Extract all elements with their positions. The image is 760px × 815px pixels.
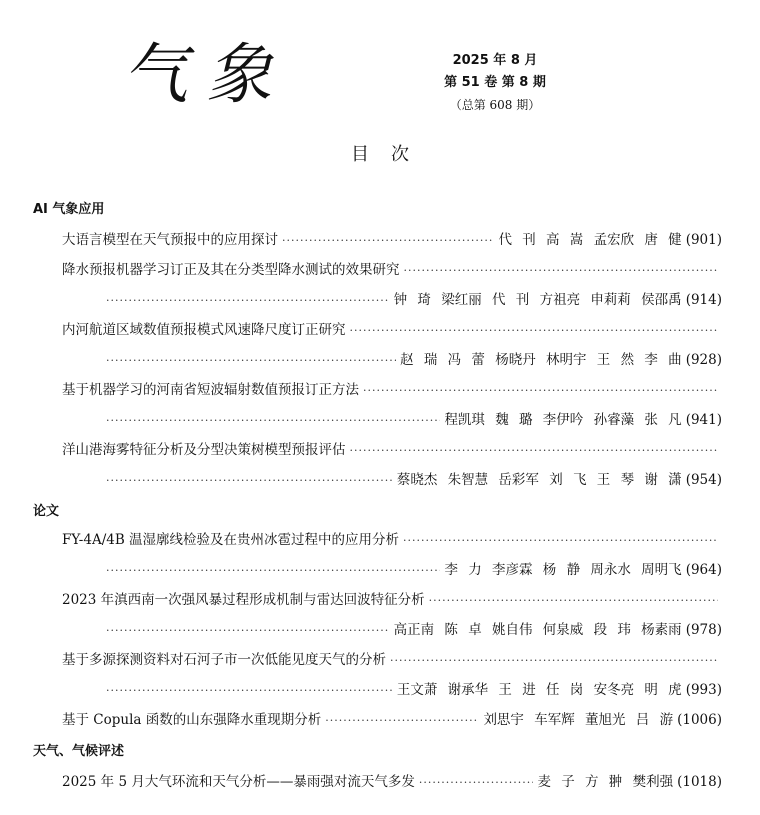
article-page: (928) xyxy=(685,352,722,368)
article-title[interactable]: 降水预报机器学习订正及其在分类型降水测试的效果研究 xyxy=(62,262,400,278)
article-authors: 高正南 陈 卓 姚自伟 何泉威 段 玮 杨素雨 xyxy=(393,622,682,638)
article-title[interactable]: 基于 Copula 函数的山东强降水重现期分析 xyxy=(62,712,322,728)
article-page: (964) xyxy=(685,562,722,578)
leader-dots xyxy=(419,776,534,789)
article-title[interactable]: 内河航道区域数值预报模式风速降尺度订正研究 xyxy=(62,322,346,338)
toc-entry[interactable] xyxy=(62,708,722,728)
issue-total: （总第 608 期） xyxy=(449,98,541,112)
leader-dots xyxy=(325,714,479,727)
toc-entry[interactable] xyxy=(62,770,722,790)
issue-info xyxy=(420,50,570,116)
toc-entry-cont xyxy=(102,468,722,488)
leader-dots xyxy=(106,294,390,307)
leader-dots xyxy=(106,564,440,577)
article-authors: 赵 瑞 冯 蕾 杨晓丹 林明宇 王 然 李 曲 xyxy=(400,352,682,368)
article-page: (954) xyxy=(685,472,722,488)
article-title[interactable]: 基于机器学习的河南省短波辐射数值预报订正方法 xyxy=(62,382,359,398)
section-heading: 论文 xyxy=(33,504,60,519)
leader-dots xyxy=(106,474,393,487)
journal-masthead: 气象 xyxy=(122,36,290,113)
article-authors: 程凯琪 魏 璐 李伊吟 孙睿藻 张 凡 xyxy=(444,412,682,428)
toc-entry[interactable] xyxy=(62,528,722,548)
article-page: (941) xyxy=(685,412,722,428)
leader-dots xyxy=(106,414,440,427)
leader-dots xyxy=(429,594,718,607)
article-authors: 王文萧 谢承华 王 进 任 岗 安冬亮 明 虎 xyxy=(396,682,682,698)
toc-entry-cont xyxy=(102,348,722,368)
article-title[interactable]: 基于多源探测资料对石河子市一次低能见度天气的分析 xyxy=(62,652,386,668)
toc-entry[interactable] xyxy=(62,588,722,608)
section-heading: AI 气象应用 xyxy=(33,202,105,217)
section-heading: 天气、气候评述 xyxy=(33,744,125,759)
leader-dots xyxy=(404,264,719,277)
toc-title: 目次 xyxy=(351,144,431,165)
toc-entry[interactable] xyxy=(62,258,722,278)
article-title[interactable]: 洋山港海雾特征分析及分型决策树模型预报评估 xyxy=(62,442,346,458)
issue-volume: 第 51 卷 第 8 期 xyxy=(444,75,546,90)
toc-entry[interactable] xyxy=(62,378,722,398)
article-authors: 钟 琦 梁红丽 代 刊 方祖亮 申莉莉 侯邵禹 xyxy=(393,292,682,308)
issue-date: 2025 年 8 月 xyxy=(452,53,538,68)
article-page: (993) xyxy=(685,682,722,698)
article-title[interactable]: 2025 年 5 月大气环流和天气分析——暴雨强对流天气多发 xyxy=(62,774,415,790)
article-authors: 代 刊 高 嵩 孟宏欣 唐 健 xyxy=(498,232,682,248)
article-authors: 刘思宇 车军辉 董旭光 吕 游 xyxy=(483,712,674,728)
article-title[interactable]: FY-4A/4B 温湿廓线检验及在贵州冰雹过程中的应用分析 xyxy=(62,532,400,548)
toc-entry[interactable] xyxy=(62,228,722,248)
toc-entry-cont xyxy=(102,558,722,578)
leader-dots xyxy=(282,234,494,247)
leader-dots xyxy=(350,324,719,337)
leader-dots xyxy=(390,654,718,667)
leader-dots xyxy=(350,444,719,457)
leader-dots xyxy=(363,384,718,397)
article-title[interactable]: 大语言模型在天气预报中的应用探讨 xyxy=(62,232,278,248)
article-authors: 李 力 李彦霖 杨 静 周永水 周明飞 xyxy=(444,562,682,578)
leader-dots xyxy=(106,354,396,367)
toc-entry[interactable] xyxy=(62,648,722,668)
article-title[interactable]: 2023 年滇西南一次强风暴过程形成机制与雷达回波特征分析 xyxy=(62,592,425,608)
article-page: (1018) xyxy=(677,774,722,790)
article-page: (1006) xyxy=(677,712,722,728)
toc-entry[interactable] xyxy=(62,438,722,458)
toc-entry-cont xyxy=(102,288,722,308)
toc-entry-cont xyxy=(102,408,722,428)
article-page: (978) xyxy=(685,622,722,638)
article-page: (914) xyxy=(685,292,722,308)
leader-dots xyxy=(106,684,393,697)
toc-entry-cont xyxy=(102,618,722,638)
leader-dots xyxy=(106,624,390,637)
toc-entry-cont xyxy=(102,678,722,698)
article-authors: 蔡晓杰 朱智慧 岳彩军 刘 飞 王 琴 谢 潇 xyxy=(396,472,682,488)
article-authors: 麦 子 方 翀 樊利强 xyxy=(537,774,674,790)
toc-entry[interactable] xyxy=(62,318,722,338)
leader-dots xyxy=(403,534,718,547)
article-page: (901) xyxy=(685,232,722,248)
